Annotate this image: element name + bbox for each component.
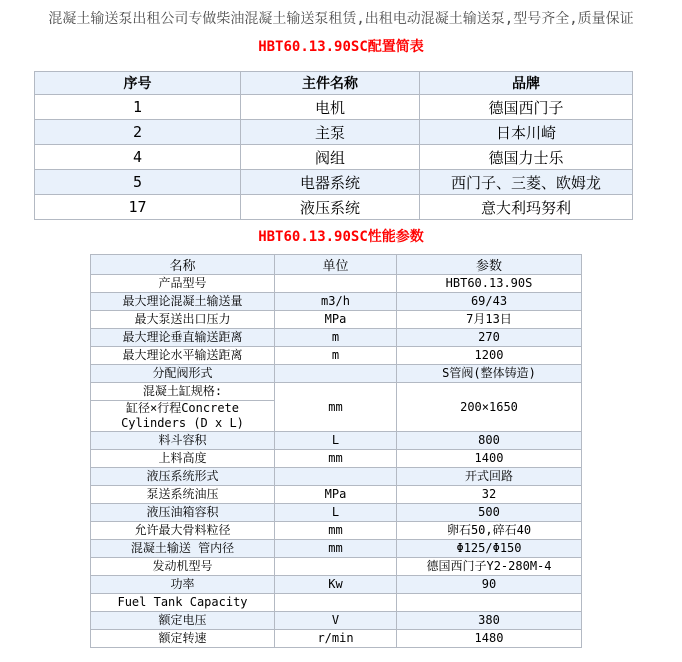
config-cell-no: 17 [35, 195, 241, 220]
perf-cell-value [397, 594, 582, 612]
config-table-row [35, 170, 633, 195]
config-cell-brand: 意大利玛努利 [420, 195, 633, 220]
config-cell-part: 阀组 [241, 145, 420, 170]
perf-cell-unit [275, 594, 397, 612]
config-table-body [35, 95, 633, 220]
perf-cell-value: S管阀(整体铸造) [397, 365, 582, 383]
config-cell-no: 1 [35, 95, 241, 120]
perf-cell-name: Fuel Tank Capacity [91, 594, 275, 612]
perf-table-row [91, 594, 582, 612]
perf-table-row [91, 468, 582, 486]
perf-cell-name: 混凝土缸规格: [91, 383, 275, 401]
config-table [34, 71, 633, 220]
config-table-row [35, 195, 633, 220]
perf-cell-name2: 缸径×行程Concrete Cylinders (D x L) [91, 401, 275, 432]
perf-cell-unit: r/min [275, 630, 397, 648]
config-header-cell: 序号 [35, 72, 241, 95]
perf-table-row [91, 329, 582, 347]
perf-cell-value: Φ125/Φ150 [397, 540, 582, 558]
perf-cell-value: 270 [397, 329, 582, 347]
perf-cell-unit: L [275, 504, 397, 522]
perf-cell-unit: mm [275, 540, 397, 558]
perf-table-row [91, 311, 582, 329]
perf-cell-value: 德国西门子Y2-280M-4 [397, 558, 582, 576]
perf-cell-value: 1200 [397, 347, 582, 365]
perf-cell-name: 发动机型号 [91, 558, 275, 576]
perf-table-row [91, 558, 582, 576]
perf-cell-name: 允许最大骨料粒径 [91, 522, 275, 540]
perf-cell-unit: Kw [275, 576, 397, 594]
perf-cell-name: 液压油箱容积 [91, 504, 275, 522]
config-table-row [35, 95, 633, 120]
perf-cell-unit [275, 365, 397, 383]
perf-cell-unit: mm [275, 522, 397, 540]
perf-cell-unit: MPa [275, 486, 397, 504]
perf-cell-name: 最大理论水平输送距离 [91, 347, 275, 365]
config-cell-part: 液压系统 [241, 195, 420, 220]
perf-table-row [91, 450, 582, 468]
perf-table-row [91, 540, 582, 558]
perf-table-row [91, 432, 582, 450]
perf-cell-unit: L [275, 432, 397, 450]
config-header-cell: 主件名称 [241, 72, 420, 95]
perf-cell-value: 380 [397, 612, 582, 630]
perf-table-row [91, 504, 582, 522]
perf-table-row [91, 383, 582, 401]
perf-cell-name: 分配阀形式 [91, 365, 275, 383]
perf-header-cell: 单位 [275, 255, 397, 275]
perf-cell-name: 最大理论混凝土输送量 [91, 293, 275, 311]
perf-table-row [91, 630, 582, 648]
config-table-row [35, 120, 633, 145]
perf-table-row [91, 347, 582, 365]
perf-cell-value: HBT60.13.90S [397, 275, 582, 293]
config-cell-brand: 德国西门子 [420, 95, 633, 120]
perf-cell-unit [275, 558, 397, 576]
perf-cell-value: 1400 [397, 450, 582, 468]
config-cell-part: 电机 [241, 95, 420, 120]
perf-cell-unit: m [275, 347, 397, 365]
config-table-header [35, 72, 633, 95]
perf-table-body [91, 275, 582, 648]
config-cell-no: 5 [35, 170, 241, 195]
perf-table-row [91, 486, 582, 504]
perf-cell-name: 液压系统形式 [91, 468, 275, 486]
perf-header-cell: 参数 [397, 255, 582, 275]
perf-table-row [91, 275, 582, 293]
config-table-row [35, 145, 633, 170]
perf-cell-name: 产品型号 [91, 275, 275, 293]
perf-cell-unit: V [275, 612, 397, 630]
config-cell-no: 4 [35, 145, 241, 170]
perf-cell-value: 7月13日 [397, 311, 582, 329]
perf-cell-value: 500 [397, 504, 582, 522]
perf-table-row [91, 576, 582, 594]
intro-text: 混凝土输送泵出租公司专做柴油混凝土输送泵租赁,出租电动混凝土输送泵,型号齐全,质量保证 [48, 11, 634, 27]
perf-cell-value: 32 [397, 486, 582, 504]
perf-table-row [91, 293, 582, 311]
perf-cell-value: 90 [397, 576, 582, 594]
perf-table-header [91, 255, 582, 275]
perf-cell-name: 混凝土输送 管内径 [91, 540, 275, 558]
perf-cell-unit [275, 275, 397, 293]
perf-header-cell: 名称 [91, 255, 275, 275]
perf-cell-name: 功率 [91, 576, 275, 594]
perf-cell-name: 泵送系统油压 [91, 486, 275, 504]
perf-header-row [91, 255, 582, 275]
perf-cell-unit: m3/h [275, 293, 397, 311]
config-cell-brand: 西门子、三菱、欧姆龙 [420, 170, 633, 195]
perf-cell-value: 开式回路 [397, 468, 582, 486]
config-header-cell: 品牌 [420, 72, 633, 95]
perf-cell-value: 800 [397, 432, 582, 450]
config-cell-part: 电器系统 [241, 170, 420, 195]
perf-table-row [91, 522, 582, 540]
perf-cell-value: 200×1650 [397, 383, 582, 432]
perf-cell-unit: mm [275, 383, 397, 432]
config-cell-brand: 日本川崎 [420, 120, 633, 145]
perf-table-row [91, 365, 582, 383]
perf-table-title: HBT60.13.90SC性能参数 [258, 229, 424, 245]
perf-cell-value: 卵石50,碎石40 [397, 522, 582, 540]
perf-cell-name: 额定电压 [91, 612, 275, 630]
perf-cell-unit: m [275, 329, 397, 347]
config-table-title: HBT60.13.90SC配置简表 [258, 39, 424, 55]
perf-cell-unit: mm [275, 450, 397, 468]
perf-table-row [91, 612, 582, 630]
perf-table [90, 254, 582, 648]
perf-cell-value: 1480 [397, 630, 582, 648]
perf-cell-unit [275, 468, 397, 486]
config-header-row [35, 72, 633, 95]
perf-cell-name: 最大理论垂直输送距离 [91, 329, 275, 347]
perf-cell-name: 上料高度 [91, 450, 275, 468]
perf-cell-name: 料斗容积 [91, 432, 275, 450]
perf-cell-unit: MPa [275, 311, 397, 329]
config-cell-brand: 德国力士乐 [420, 145, 633, 170]
config-cell-no: 2 [35, 120, 241, 145]
perf-cell-name: 额定转速 [91, 630, 275, 648]
perf-cell-name: 最大泵送出口压力 [91, 311, 275, 329]
perf-cell-value: 69/43 [397, 293, 582, 311]
config-cell-part: 主泵 [241, 120, 420, 145]
